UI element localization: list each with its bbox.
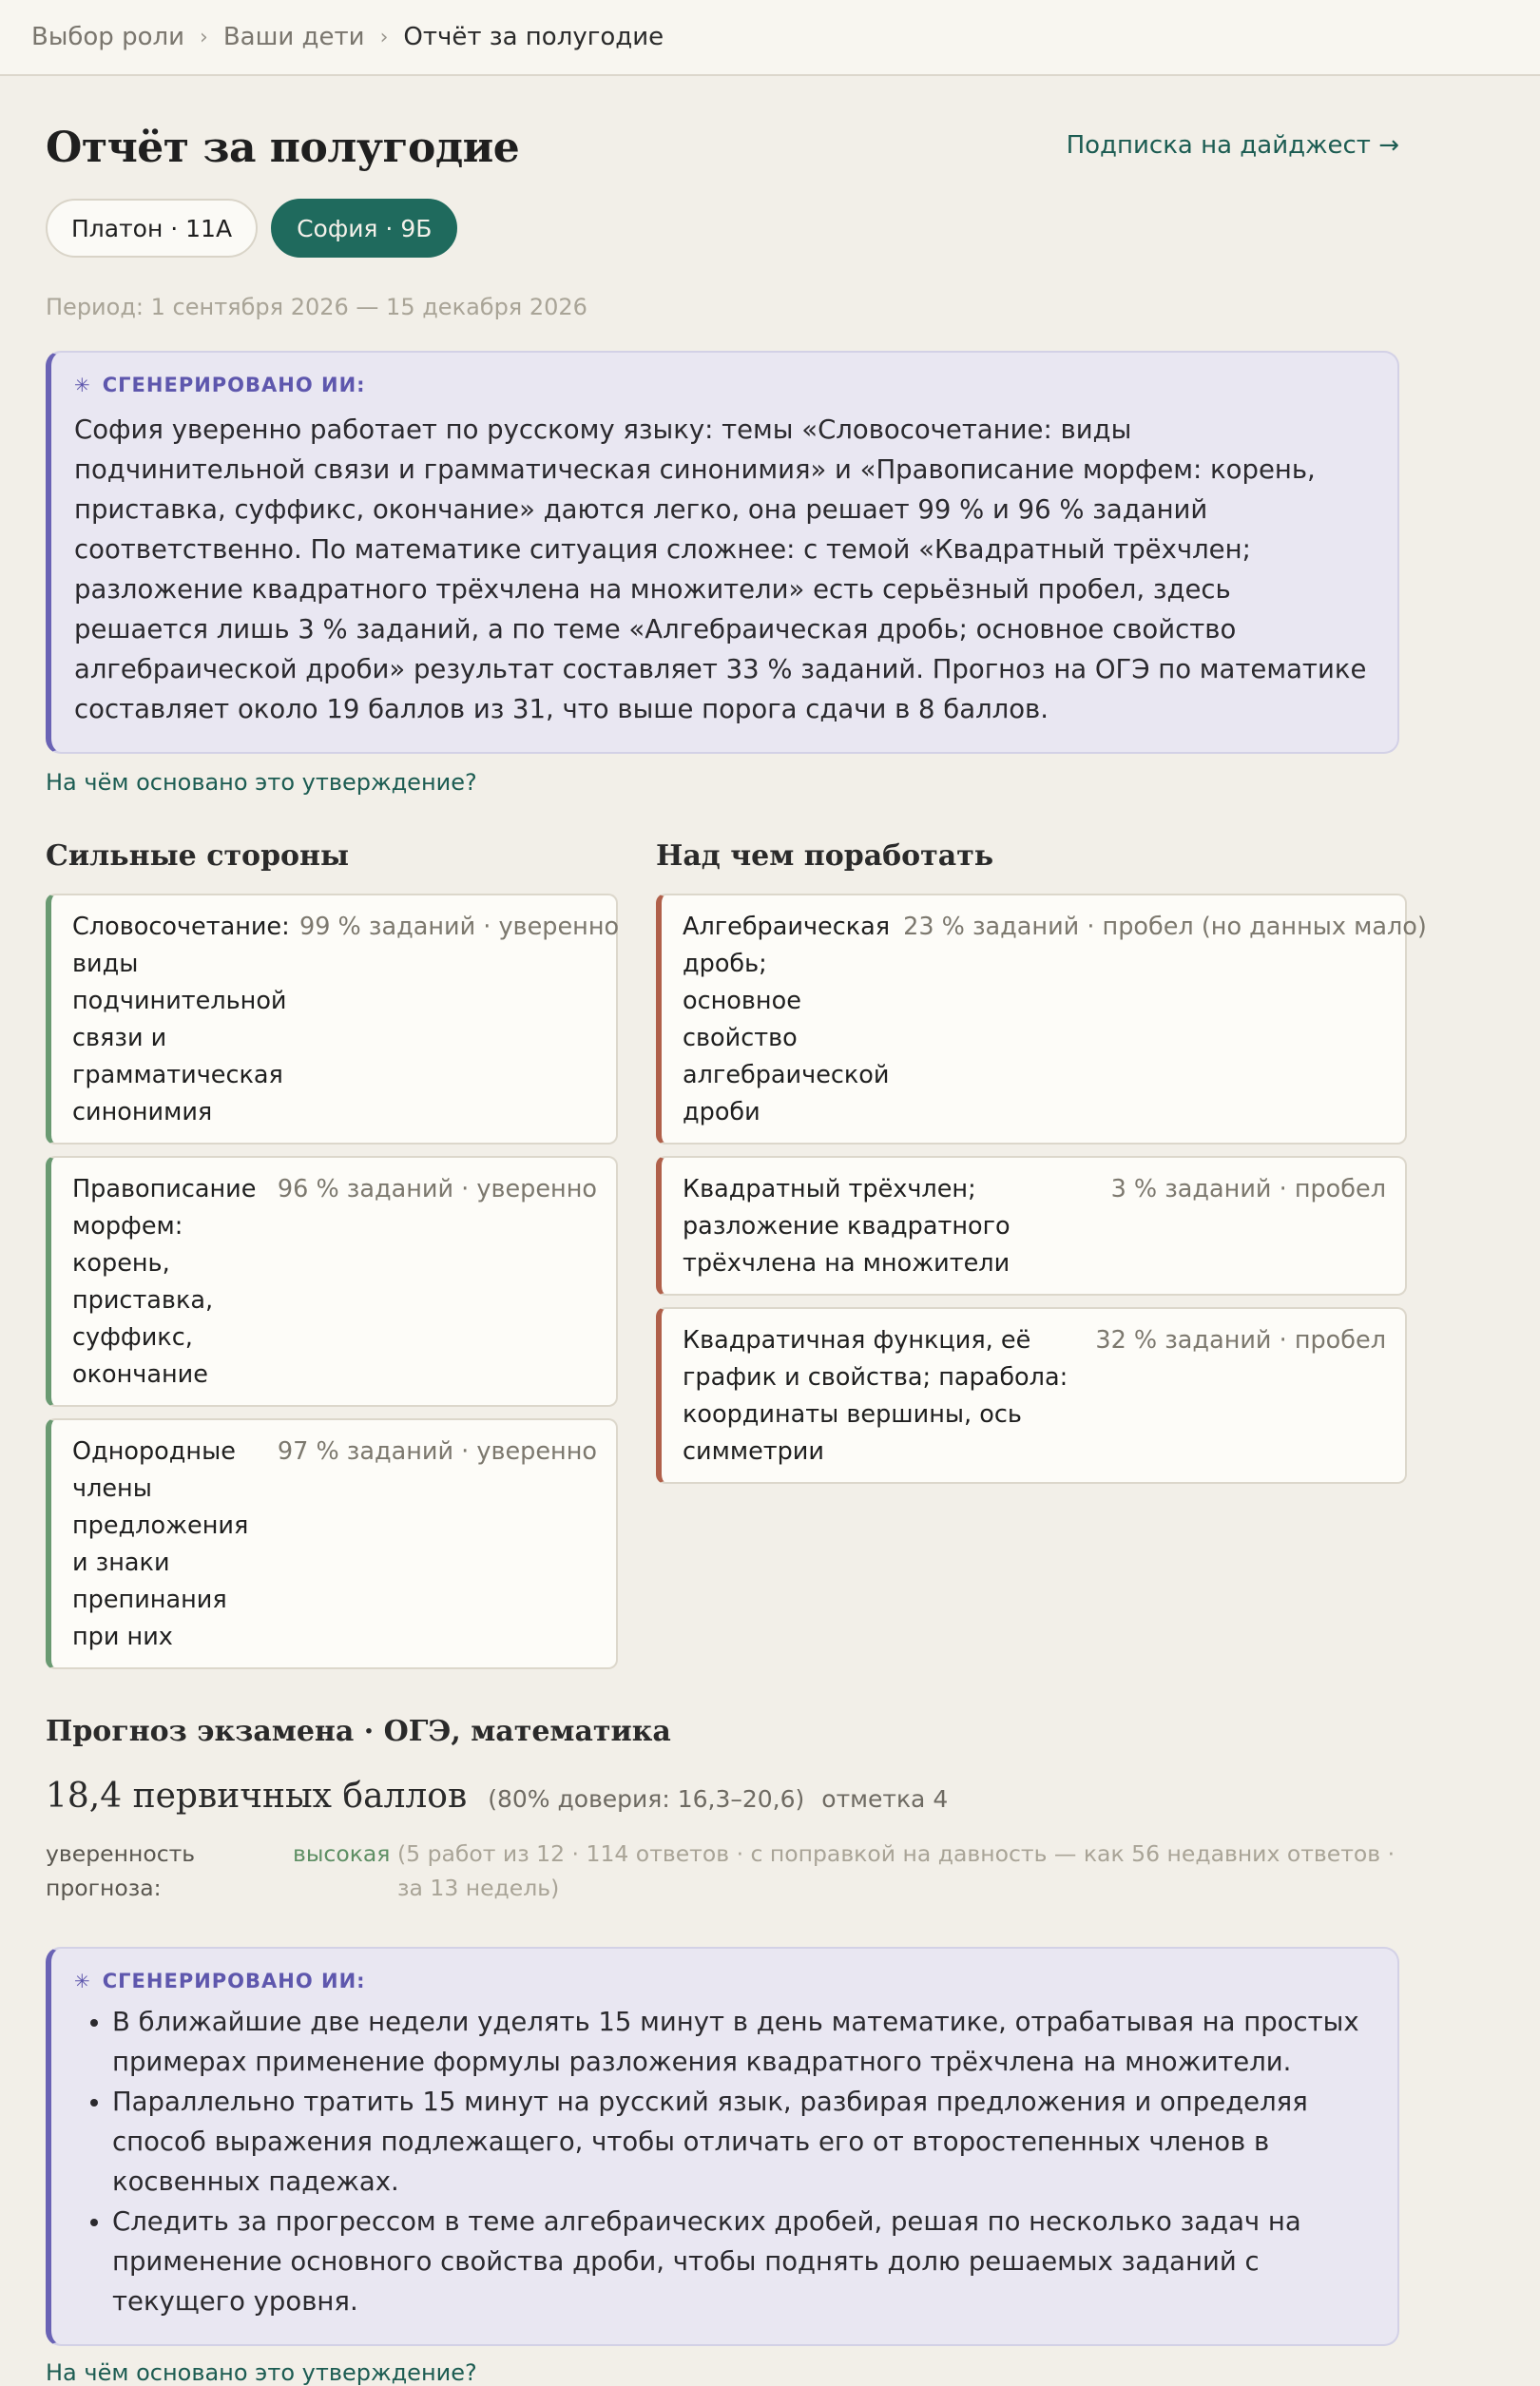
breadcrumb — [0, 0, 1540, 76]
strengths-weaknesses — [46, 839, 1494, 1681]
chevron-right-icon: › — [200, 25, 208, 49]
forecast-confidence-row — [46, 1837, 1399, 1905]
ai-recommendations-box — [46, 1947, 1399, 2346]
strength-card — [46, 894, 618, 1145]
weakness-stat: 23 % заданий · пробел (но данных мало) — [903, 913, 1427, 941]
weakness-topic: Квадратичная функция, её график и свойства; парабола: координаты вершины, ось симметрии — [683, 1326, 1068, 1466]
weaknesses-title: Над чем поработать — [656, 839, 994, 873]
strength-stat: 96 % заданий · уверенно — [277, 1175, 597, 1203]
tab-sofia[interactable]: София · 9Б — [271, 199, 457, 258]
list-item: • Следить за прогрессом в теме алгебраических дробей, решая по несколько задач на применение основного свойства дроби, чтобы поднять долю решаемых заданий с текущего уровня. — [112, 2202, 1371, 2321]
ai-label — [74, 1970, 1371, 1992]
digest-subscription-link[interactable]: Подписка на дайджест → — [1066, 131, 1399, 160]
ai-summary-text: София уверенно работает по русскому языку: темы «Словосочетание: виды подчинительной связи и грамматическая синонимия» и «Правописание морфем: корень, приставка, суффикс, окончание» даются легко, она решает 99 % и 96 % заданий соответственно. По математике ситуация сложнее: с темой «Квадратный трёхчлен; разложение квадратного трёхчлена на множители» есть серьёзный пробел, здесь решается лишь 3 % заданий, а по теме «Алгебраическая дробь; основное свойство алгебраической дроби» результат составляет 33 % заданий. Прогноз на ОГЭ по математике составляет около 19 баллов из 31, что выше порога сдачи в 8 баллов. — [74, 414, 1367, 724]
weakness-card — [656, 1156, 1407, 1296]
strength-stat: 97 % заданий · уверенно — [277, 1437, 597, 1466]
child-tabs — [46, 199, 1494, 258]
strength-stat: 99 % заданий · уверенно — [299, 913, 620, 941]
exam-forecast — [46, 1715, 1494, 1905]
page-header — [46, 124, 1399, 172]
weakness-card — [656, 1307, 1407, 1484]
strengths-title: Сильные стороны — [46, 839, 350, 873]
strength-card — [46, 1156, 618, 1407]
strength-topic: Однородные члены предложения и знаки препинания при них — [72, 1437, 249, 1651]
weakness-topic: Алгебраическая дробь; основное свойство алгебраической дроби — [683, 913, 891, 1126]
list-item: • Параллельно тратить 15 минут на русский язык, разбирая предложения и определяя способ выражения подлежащего, чтобы отличать его от второстепенных членов в косвенных падежах. — [112, 2082, 1371, 2202]
weakness-card — [656, 894, 1427, 1145]
strength-topic: Словосочетание: виды подчинительной связи и грамматическая синонимия — [72, 913, 290, 1126]
confidence-label: уверенность прогноза: — [46, 1840, 196, 1901]
strength-card — [46, 1418, 618, 1669]
ai-summary-box — [46, 351, 1399, 754]
breadcrumb-item-children[interactable]: Ваши дети — [222, 23, 365, 51]
ai-label-text: СГЕНЕРИРОВАНО ИИ: — [102, 374, 366, 396]
ai-label-text: СГЕНЕРИРОВАНО ИИ: — [102, 1970, 366, 1992]
report-period: Период: 1 сентября 2026 — 15 декабря 2026 — [46, 294, 587, 320]
breadcrumb-item-role[interactable]: Выбор роли — [31, 23, 185, 51]
breadcrumb-item-current: Отчёт за полугодие — [403, 23, 664, 51]
sparkle-icon: ✳ — [74, 374, 91, 396]
ai-recommendations-basis-link[interactable]: На чём основано это утверждение? — [46, 2359, 477, 2386]
weakness-stat: 3 % заданий · пробел — [1110, 1175, 1386, 1203]
weaknesses-column — [656, 839, 1427, 1681]
page-title: Отчёт за полугодие — [46, 124, 520, 172]
weakness-topic: Квадратный трёхчлен; разложение квадратного трёхчлена на множители — [683, 1175, 1011, 1278]
forecast-confidence-interval: (80% доверия: 16,3–20,6) — [488, 1785, 805, 1813]
forecast-title: Прогноз экзамена · ОГЭ, математика — [46, 1715, 671, 1748]
ai-summary-basis-link[interactable]: На чём основано это утверждение? — [46, 769, 477, 796]
confidence-value: высокая — [293, 1840, 391, 1867]
strength-topic: Правописание морфем: корень, приставка, суффикс, окончание — [72, 1175, 257, 1389]
forecast-grade: отметка 4 — [821, 1785, 949, 1813]
forecast-score-row — [46, 1777, 1494, 1816]
forecast-score: 18,4 первичных баллов — [46, 1777, 468, 1816]
weakness-stat: 32 % заданий · пробел — [1095, 1326, 1386, 1355]
list-item: • В ближайшие две недели уделять 15 минут в день математике, отрабатывая на простых примерах применение формулы разложения квадратного трёхчлена на множители. — [112, 2002, 1371, 2082]
strengths-column — [46, 839, 618, 1681]
confidence-details: (5 работ из 12 · 114 ответов · с поправкой на давность — как 56 недавних ответов · за 13 недель) — [397, 1840, 1396, 1901]
chevron-right-icon: › — [379, 25, 389, 49]
sparkle-icon: ✳ — [74, 1970, 91, 1992]
tab-platon[interactable]: Платон · 11А — [46, 199, 258, 258]
ai-recommendations-list — [74, 2002, 1371, 2321]
main-content — [0, 124, 1540, 2386]
ai-label — [74, 374, 1371, 396]
